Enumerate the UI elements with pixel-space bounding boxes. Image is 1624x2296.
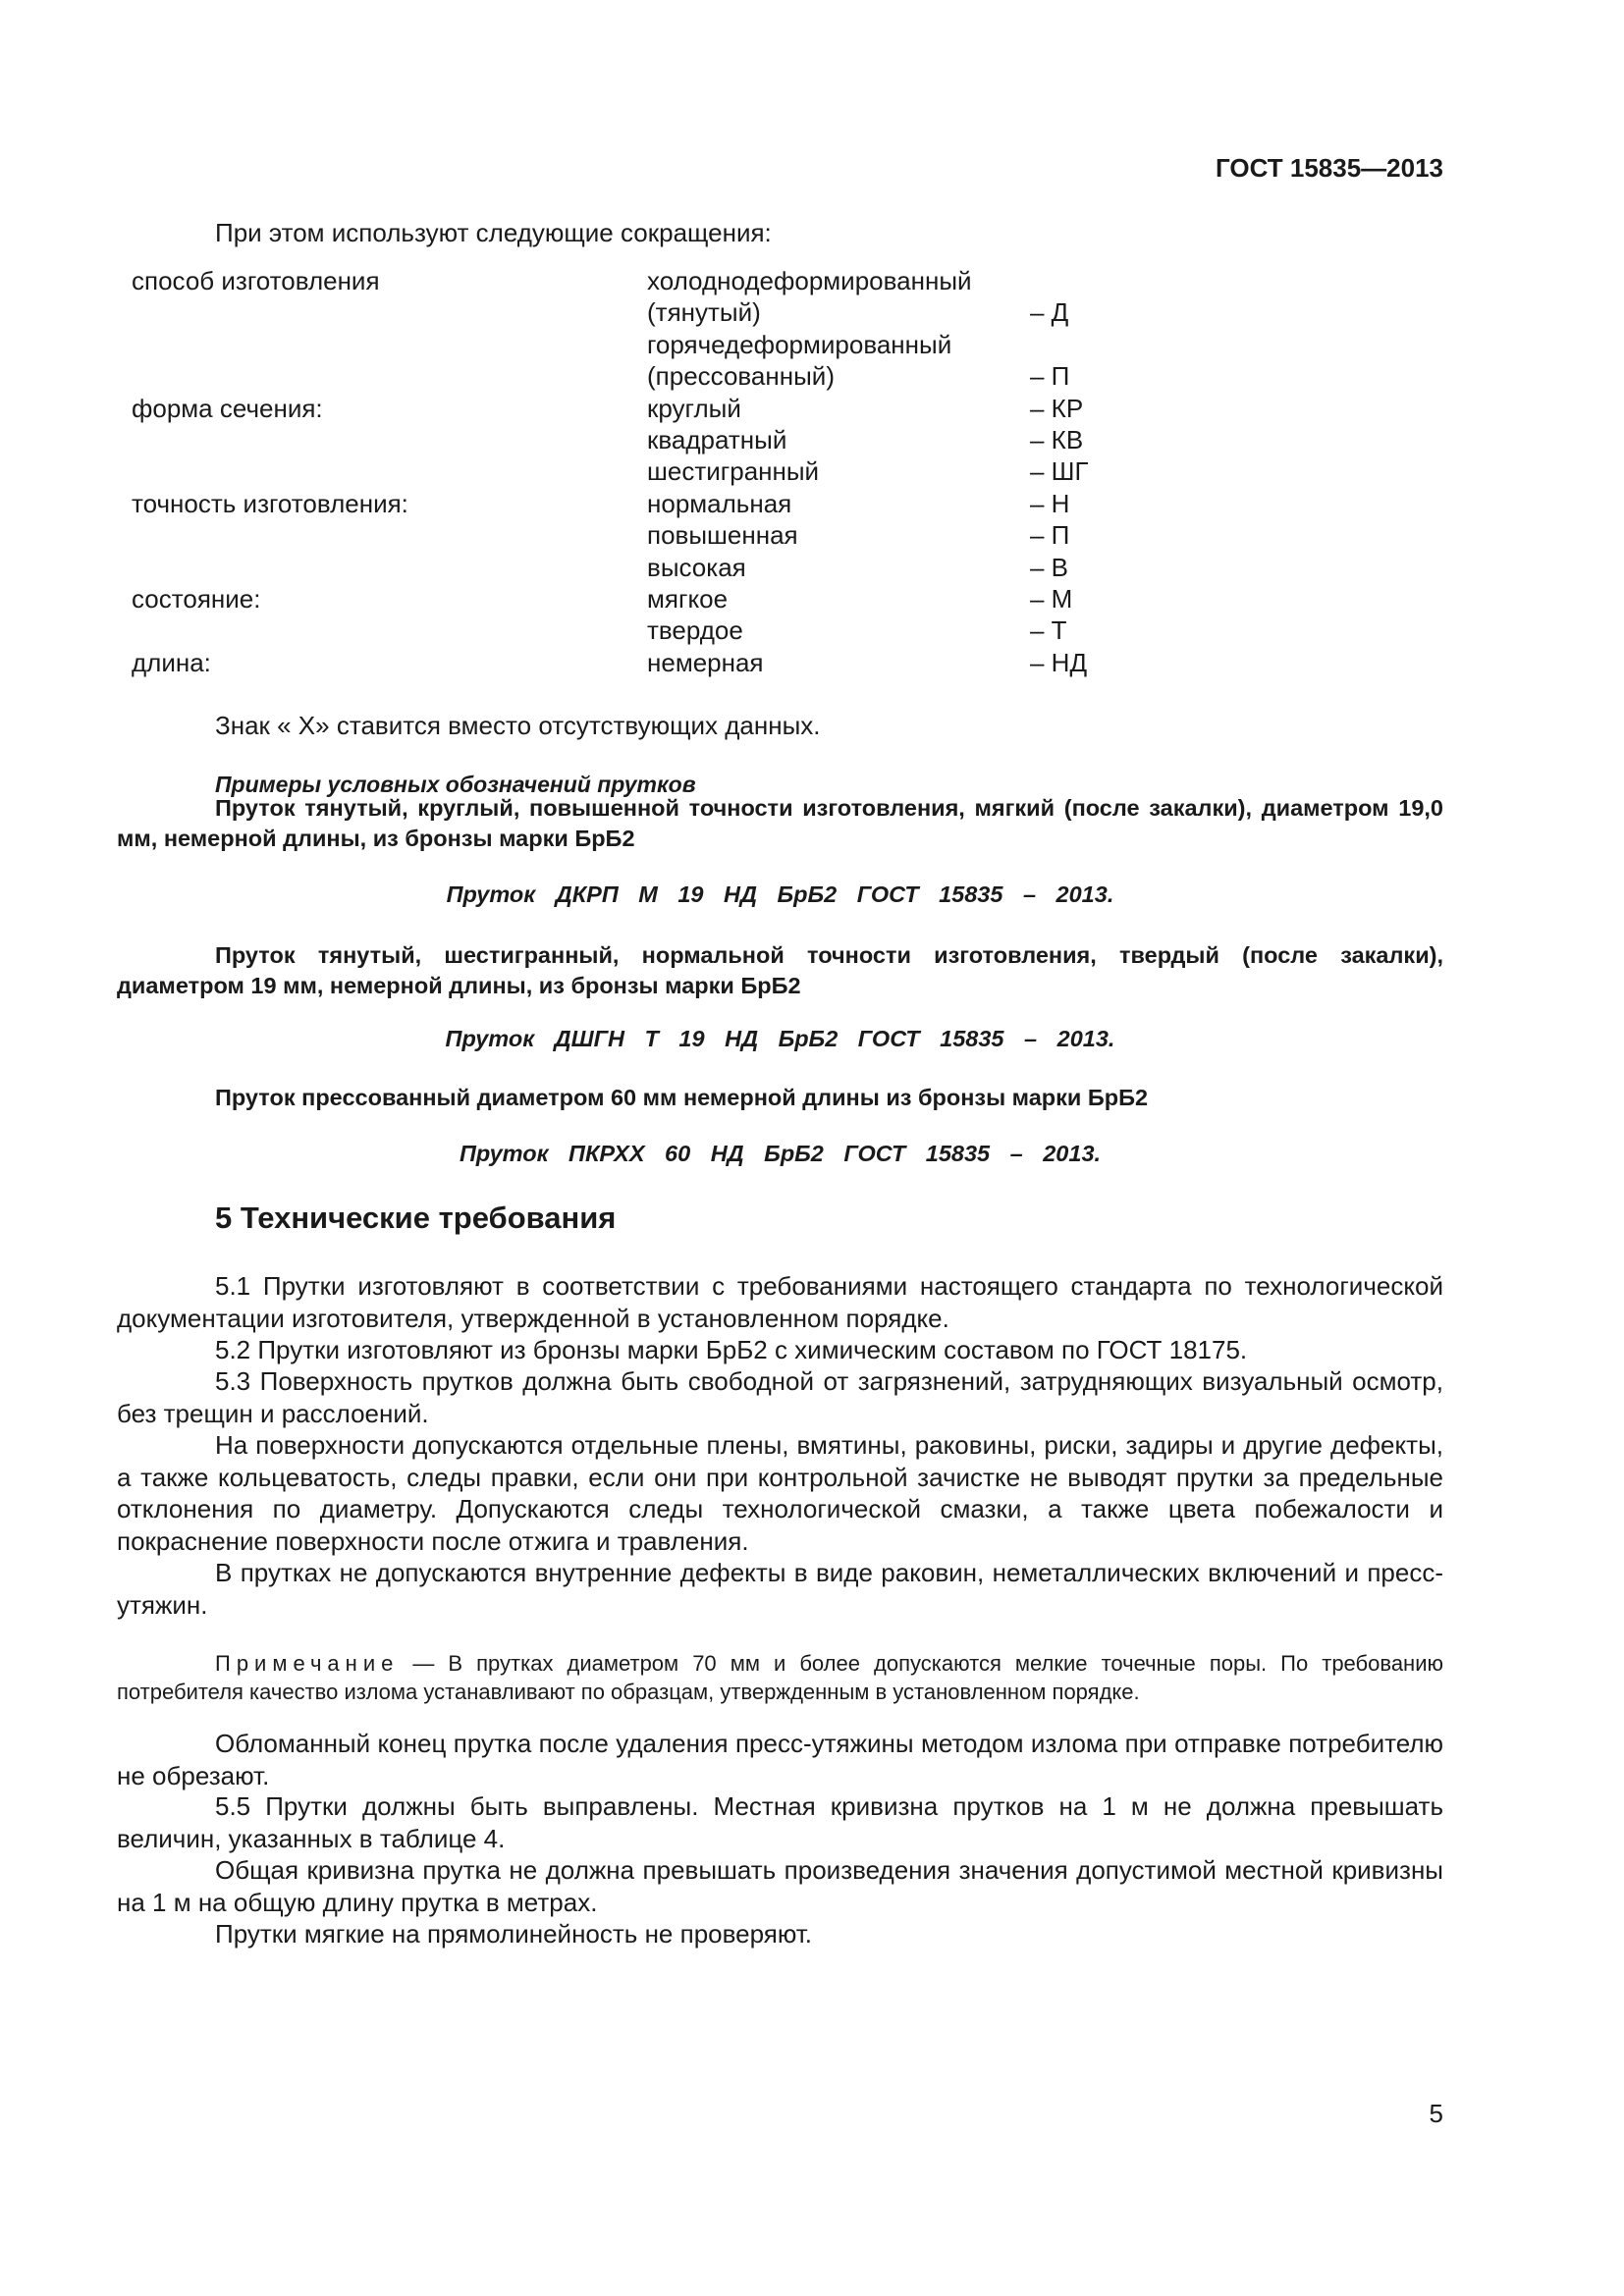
paragraph-text: 5.1 Прутки изготовляют в соответствии с требованиями настоящего стандарта по технологической документации изготовителя, утвержденной в установленном порядке.	[117, 1271, 1443, 1333]
abbreviation-category: состояние:	[132, 583, 261, 614]
abbreviation-term: (прессованный)	[647, 361, 835, 392]
paragraph-surface-defects	[117, 1429, 1443, 1557]
abbreviation-category: длина:	[132, 647, 211, 677]
missing-data-note: Знак « Х» ставится вместо отсутствующих данных.	[215, 711, 821, 740]
abbreviation-term: твердое	[647, 615, 743, 646]
abbreviation-term: шестигранный	[647, 456, 820, 487]
abbreviation-row	[132, 552, 1113, 583]
abbreviation-row	[132, 519, 1113, 551]
abbreviation-row	[132, 488, 1113, 519]
abbreviation-row	[132, 583, 1113, 614]
abbreviation-term: немерная	[647, 647, 764, 677]
paragraph-text: В прутках не допускаются внутренние дефекты в виде раковин, неметаллических включений и пресс-утяжин.	[117, 1558, 1443, 1620]
paragraph-text: 5.2 Прутки изготовляют из бронзы марки БрБ2 с химическим составом по ГОСТ 18175.	[215, 1335, 1248, 1364]
abbreviation-code: – М	[1030, 583, 1073, 614]
paragraph-text: На поверхности допускаются отдельные плены, вмятины, раковины, риски, задиры и другие дефекты, а также кольцеватость, следы правки, если они при контрольной зачистке не выводят прутки за предельные отклонения по диаметру. Допускаются следы технологической смазки, а также цвета побежалости и покраснение поверхности после отжига и травления.	[117, 1430, 1443, 1556]
abbreviation-term: холоднодеформированный	[647, 266, 972, 295]
abbreviation-code: – В	[1030, 552, 1069, 582]
abbreviation-code: – Т	[1030, 615, 1067, 646]
paragraph-broken-end	[117, 1728, 1443, 1791]
paragraph-text: Обломанный конец прутка после удаления пресс-утяжины методом излома при отправке потребителю не обрезают.	[117, 1729, 1443, 1790]
abbreviation-term: высокая	[647, 552, 746, 582]
abbreviation-term: горячедеформированный	[647, 329, 952, 359]
examples-heading: Примеры условных обозначений прутков	[215, 772, 696, 797]
abbreviation-row	[132, 265, 1113, 296]
note-text: — В прутках диаметром 70 мм и более допускаются мелкие точечные поры. По требованию потребителя качество излома устанавливают по образцам, утвержденным в установленном порядке.	[117, 1651, 1443, 1704]
abbreviation-term: мягкое	[647, 583, 729, 614]
page-number: 5	[1429, 2099, 1443, 2128]
document-code: ГОСТ 15835—2013	[1216, 153, 1443, 183]
paragraph-5-5	[117, 1790, 1443, 1854]
abbreviation-row	[132, 393, 1113, 424]
paragraph-total-curvature	[117, 1854, 1443, 1918]
abbreviation-code: – ШГ	[1030, 456, 1089, 487]
abbreviation-term: (тянутый)	[647, 297, 761, 328]
section-title: 5 Технические требования	[215, 1201, 617, 1235]
example-description	[117, 1083, 1443, 1113]
abbreviation-term: круглый	[647, 393, 741, 423]
abbreviation-code: – КР	[1030, 393, 1084, 423]
paragraph-text: Прутки мягкие на прямолинейность не проверяют.	[215, 1919, 813, 1949]
paragraph-text: 5.5 Прутки должны быть выправлены. Местная кривизна прутков на 1 м не должна превышать величин, указанных в таблице 4.	[117, 1791, 1443, 1853]
paragraph-text: Общая кривизна прутка не должна превышать произведения значения допустимой местной кривизны на 1 м на общую длину прутка в метрах.	[117, 1855, 1443, 1917]
paragraph-soft-bars	[117, 1918, 1443, 1950]
abbreviation-category: точность изготовления:	[132, 488, 408, 518]
abbreviation-row	[132, 296, 1113, 328]
abbreviation-category: форма сечения:	[132, 393, 323, 423]
paragraph-text: 5.3 Поверхность прутков должна быть свободной от загрязнений, затрудняющих визуальный осмотр, без трещин и расслоений.	[117, 1366, 1443, 1428]
example-description-text: Пруток тянутый, шестигранный, нормальной точности изготовления, твердый (после закалки), диаметром 19 мм, немерной длины, из бронзы марки БрБ2	[117, 942, 1443, 998]
example-designation: Пруток ПКРХХ 60 НД БрБ2 ГОСТ 15835 – 2013.	[459, 1141, 1102, 1166]
abbreviation-term: квадратный	[647, 424, 787, 454]
abbreviation-row	[132, 647, 1113, 678]
example-description	[117, 940, 1443, 1001]
abbreviation-term: повышенная	[647, 520, 798, 551]
note	[117, 1649, 1443, 1706]
paragraph-5-2	[117, 1334, 1443, 1366]
abbreviation-row	[132, 329, 1113, 360]
paragraph-internal-defects	[117, 1557, 1443, 1621]
abbreviation-row	[132, 360, 1113, 392]
abbreviation-term: нормальная	[647, 488, 792, 518]
example-description-text: Пруток тянутый, круглый, повышенной точности изготовления, мягкий (после закалки), диаметром 19,0 мм, немерной длины, из бронзы марки БрБ2	[117, 795, 1443, 851]
abbreviation-code: – КВ	[1030, 424, 1084, 454]
abbreviation-code: – П	[1030, 520, 1070, 551]
note-label: Примечание	[215, 1651, 400, 1676]
abbreviations-table	[132, 265, 1113, 678]
abbreviation-row	[132, 424, 1113, 455]
example-designation: Пруток ДШГН Т 19 НД БрБ2 ГОСТ 15835 – 2013.	[445, 1026, 1115, 1051]
abbreviation-code: – Д	[1030, 297, 1069, 328]
abbreviation-code: – Н	[1030, 488, 1070, 518]
abbreviation-code: – НД	[1030, 647, 1088, 677]
paragraph-5-1	[117, 1270, 1443, 1334]
example-designation: Пруток ДКРП М 19 НД БрБ2 ГОСТ 15835 – 2013.	[446, 881, 1114, 907]
abbreviations-intro: При этом используют следующие сокращения:	[215, 218, 772, 247]
abbreviation-row	[132, 614, 1113, 646]
abbreviation-category: способ изготовления	[132, 266, 380, 295]
example-description-text: Пруток прессованный диаметром 60 мм немерной длины из бронзы марки БрБ2	[215, 1085, 1149, 1110]
abbreviation-code: – П	[1030, 361, 1070, 392]
paragraph-5-3	[117, 1365, 1443, 1429]
abbreviation-row	[132, 455, 1113, 487]
example-description	[117, 793, 1443, 854]
